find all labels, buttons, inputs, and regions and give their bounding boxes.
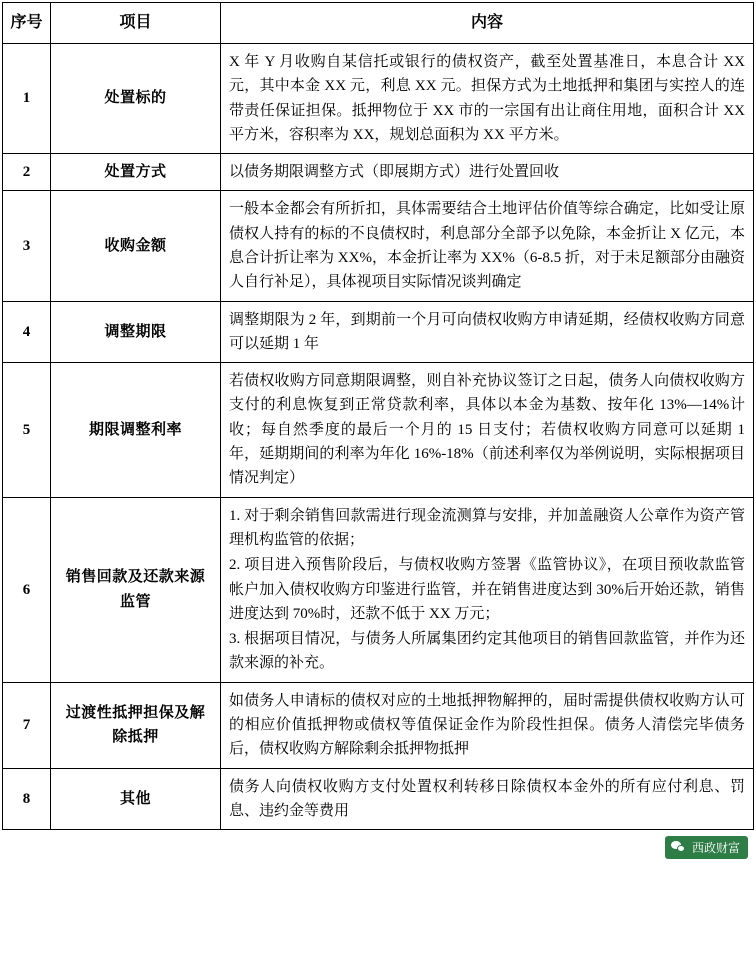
row-item: 收购金额 (51, 191, 221, 301)
row-content (221, 154, 754, 191)
row-item: 处置标的 (51, 43, 221, 153)
column-header-no: 序号 (3, 3, 51, 44)
table-row (3, 363, 754, 497)
wechat-watermark-label: 西政财富 (691, 841, 740, 856)
row-number: 5 (3, 363, 51, 497)
row-content (221, 363, 754, 497)
column-header-content: 内容 (221, 3, 754, 44)
row-number: 1 (3, 43, 51, 153)
content-paragraph: 2. 项目进入预售阶段后，与债权收购方签署《监管协议》，在项目预收款监管帐户加入债权收购方印鉴进行监管，并在销售进度达到 30%后开始还款，销售进度达到 70%时，还款不低于 XX 万元； (229, 557, 745, 622)
row-content (221, 768, 754, 830)
row-number: 7 (3, 682, 51, 768)
table-row (3, 191, 754, 301)
row-content (221, 497, 754, 682)
row-number: 4 (3, 301, 51, 363)
row-number: 3 (3, 191, 51, 301)
column-header-item: 项目 (51, 3, 221, 44)
row-item: 过渡性抵押担保及解除抵押 (51, 682, 221, 768)
row-content (221, 43, 754, 153)
row-number: 6 (3, 497, 51, 682)
table-row (3, 301, 754, 363)
content-paragraph: X 年 Y 月收购自某信托或银行的债权资产，截至处置基准日，本息合计 XX 元，其中本金 XX 元，利息 XX 元。担保方式为土地抵押和集团与实控人的连带责任保证担保。抵押物位于 XX 市的一宗国有出让商住用地，面积合计 XX 平方米，容积率为 XX，规划总面积为 XX 平方米。 (229, 53, 745, 143)
content-paragraph: 调整期限为 2 年，到期前一个月可向债权收购方申请延期，经债权收购方同意可以延期 1 年 (229, 311, 745, 352)
content-paragraph: 债务人向债权收购方支付处置权利转移日除债权本金外的所有应付利息、罚息、违约金等费用 (229, 778, 745, 819)
row-item: 其他 (51, 768, 221, 830)
table-header-row (3, 3, 754, 44)
table-row (3, 497, 754, 682)
content-paragraph: 1. 对于剩余销售回款需进行现金流测算与安排，并加盖融资人公章作为资产管理机构监管的依据； (229, 507, 745, 548)
content-paragraph: 如债务人申请标的债权对应的土地抵押物解押的，届时需提供债权收购方认可的相应价值抵押物或债权等值保证金作为阶段性担保。债务人清偿完毕债务后，债权收购方解除剩余抵押物抵押 (229, 692, 745, 758)
row-content (221, 191, 754, 301)
disposal-plan-table (2, 2, 754, 830)
document-body (0, 2, 756, 868)
wechat-icon (671, 841, 686, 854)
content-paragraph: 一般本金都会有所折扣，具体需要结合土地评估价值等综合确定，比如受让原债权人持有的标的不良债权时，利息部分全部予以免除，本金折让 X 亿元，本息合计折让率为 XX%，本金折让率为 XX%（6-8.5 折，对于未足额部分由融资人自行补足），具体视项目实际情况谈判确定 (229, 201, 745, 291)
content-paragraph: 3. 根据项目情况，与债务人所属集团约定其他项目的销售回款监管，并作为还款来源的补充。 (229, 631, 745, 672)
row-item: 调整期限 (51, 301, 221, 363)
row-item: 处置方式 (51, 154, 221, 191)
content-paragraph: 若债权收购方同意期限调整，则自补充协议签订之日起，债务人向债权收购方支付的利息恢复到正常贷款利率，具体以本金为基数、按年化 13%—14%计收；每自然季度的最后一个月的 15 日支付；若债权收购方同意可以延期 1 年，延期期间的利率为年化 16%-18%（前述利率仅为举例说明，实际根据项目情况判定） (229, 373, 745, 487)
row-item: 销售回款及还款来源监管 (51, 497, 221, 682)
table-row (3, 768, 754, 830)
row-number: 8 (3, 768, 51, 830)
table-row (3, 682, 754, 768)
row-number: 2 (3, 154, 51, 191)
table-row (3, 154, 754, 191)
wechat-watermark (665, 836, 748, 859)
row-content (221, 682, 754, 768)
row-content (221, 301, 754, 363)
table-header (3, 3, 754, 44)
row-item: 期限调整利率 (51, 363, 221, 497)
content-paragraph: 以债务期限调整方式（即展期方式）进行处置回收 (229, 164, 560, 181)
table-body (3, 43, 754, 829)
table-row (3, 43, 754, 153)
footer-bar (0, 834, 756, 868)
